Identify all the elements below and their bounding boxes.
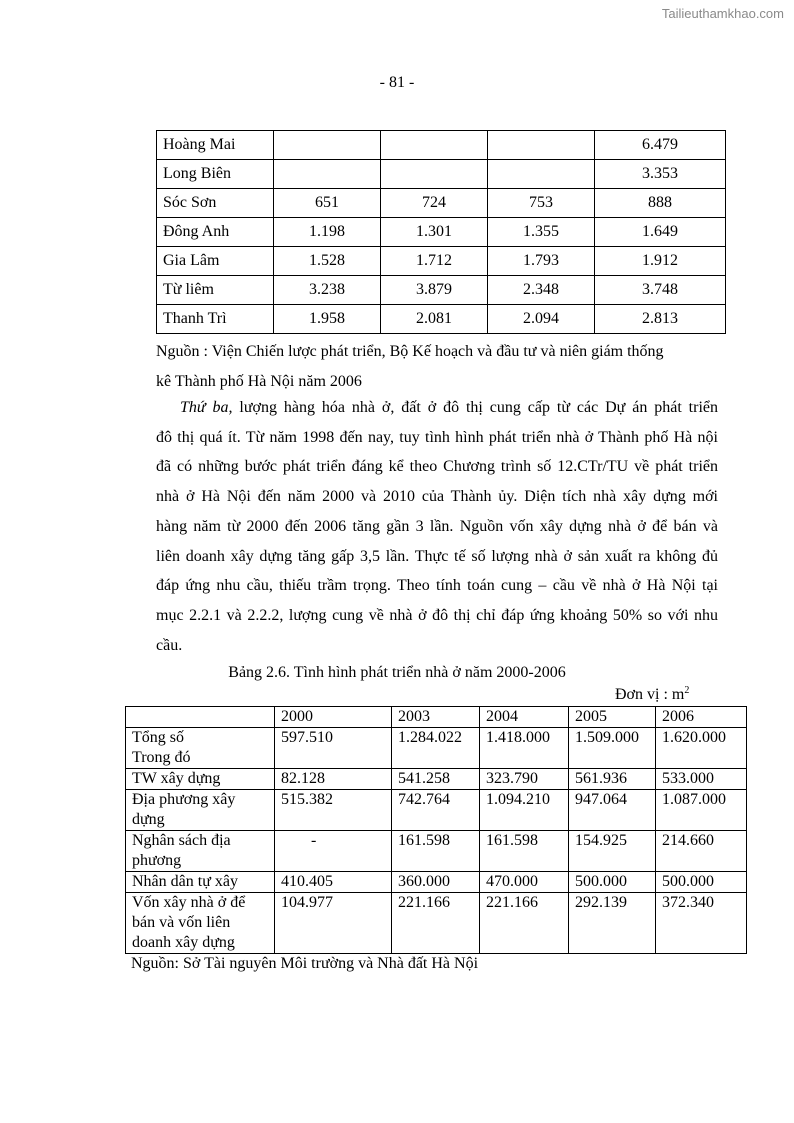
row-label-cell: Nhân dân tự xây bbox=[126, 872, 275, 893]
value-cell: 3.748 bbox=[595, 276, 726, 305]
source-note-2: Nguồn: Sở Tài nguyên Môi trường và Nhà đất Hà Nội bbox=[131, 955, 479, 972]
value-cell: 500.000 bbox=[656, 872, 747, 893]
value-cell: 888 bbox=[595, 189, 726, 218]
column-header: 2004 bbox=[480, 707, 569, 728]
district-name-cell: Từ liêm bbox=[157, 276, 274, 305]
row-label-cell: Tổng số Trong đó bbox=[126, 728, 275, 769]
unit-superscript: 2 bbox=[684, 685, 690, 696]
table-row bbox=[157, 131, 726, 160]
paragraph-line-1-rest: lượng hàng hóa nhà ở, đất ở đô thị cung cấp từ các Dự án phát triển bbox=[232, 399, 718, 416]
value-cell: 1.301 bbox=[381, 218, 488, 247]
value-cell: 947.064 bbox=[569, 790, 656, 831]
value-cell: 1.355 bbox=[488, 218, 595, 247]
district-name-cell: Đông Anh bbox=[157, 218, 274, 247]
value-cell: 1.509.000 bbox=[569, 728, 656, 769]
value-cell: 753 bbox=[488, 189, 595, 218]
table-row bbox=[157, 218, 726, 247]
table-row bbox=[157, 247, 726, 276]
value-cell: 323.790 bbox=[480, 769, 569, 790]
value-cell: 533.000 bbox=[656, 769, 747, 790]
column-header: 2006 bbox=[656, 707, 747, 728]
value-cell: 2.094 bbox=[488, 305, 595, 334]
paragraph-line: đáp ứng nhu cầu, thiếu trầm trọng. Theo tính toán cung – cầu về nhà ở Hà Nội tại bbox=[156, 577, 718, 595]
value-cell: 2.348 bbox=[488, 276, 595, 305]
unit-label bbox=[615, 685, 689, 704]
housing-development-table bbox=[125, 706, 747, 954]
value-cell bbox=[488, 160, 595, 189]
district-name-cell: Long Biên bbox=[157, 160, 274, 189]
column-header bbox=[126, 707, 275, 728]
paragraph-line: liên doanh xây dựng tăng gấp 3,5 lần. Thực tế số lượng nhà ở sản xuất ra không đủ bbox=[156, 547, 718, 565]
value-cell: 1.198 bbox=[274, 218, 381, 247]
value-cell: 161.598 bbox=[392, 831, 480, 872]
value-cell: 3.238 bbox=[274, 276, 381, 305]
value-cell bbox=[381, 160, 488, 189]
value-cell: 724 bbox=[381, 189, 488, 218]
value-cell: 470.000 bbox=[480, 872, 569, 893]
value-cell: 500.000 bbox=[569, 872, 656, 893]
table-row bbox=[126, 728, 747, 769]
value-cell: 1.284.022 bbox=[392, 728, 480, 769]
value-cell bbox=[488, 131, 595, 160]
table-row bbox=[157, 189, 726, 218]
value-cell: 6.479 bbox=[595, 131, 726, 160]
paragraph-line: hàng năm từ 2000 đến 2006 tăng gần 3 lần. Nguồn vốn xây dựng nhà ở để bán và bbox=[156, 517, 718, 535]
source-note-1 bbox=[156, 337, 726, 396]
value-cell: 1.620.000 bbox=[656, 728, 747, 769]
value-cell bbox=[274, 131, 381, 160]
row-label-cell: Nghân sách địa phương bbox=[126, 831, 275, 872]
row-label-cell: Vốn xây nhà ở để bán và vốn liên doanh xây dựng bbox=[126, 893, 275, 954]
table-row bbox=[126, 790, 747, 831]
value-cell: 1.087.000 bbox=[656, 790, 747, 831]
value-cell: 541.258 bbox=[392, 769, 480, 790]
paragraph-line: đô thị quá ít. Từ năm 1998 đến nay, tuy tình hình phát triển nhà ở Thành phố Hà nội bbox=[156, 428, 718, 446]
table-row bbox=[126, 893, 747, 954]
district-name-cell: Thanh Trì bbox=[157, 305, 274, 334]
table-row bbox=[157, 160, 726, 189]
source-note-1-line1: Nguồn : Viện Chiến lược phát triển, Bộ Kế hoạch và đầu tư và niên giám thống bbox=[156, 343, 664, 360]
district-name-cell: Hoàng Mai bbox=[157, 131, 274, 160]
value-cell: 410.405 bbox=[275, 872, 392, 893]
value-cell: 214.660 bbox=[656, 831, 747, 872]
value-cell: 82.128 bbox=[275, 769, 392, 790]
value-cell: 292.139 bbox=[569, 893, 656, 954]
value-cell: 1.649 bbox=[595, 218, 726, 247]
value-cell: 1.094.210 bbox=[480, 790, 569, 831]
value-cell bbox=[274, 160, 381, 189]
page-number: - 81 - bbox=[379, 74, 415, 91]
district-name-cell: Sóc Sơn bbox=[157, 189, 274, 218]
value-cell: 104.977 bbox=[275, 893, 392, 954]
value-cell: 2.081 bbox=[381, 305, 488, 334]
column-header: 2003 bbox=[392, 707, 480, 728]
value-cell: 742.764 bbox=[392, 790, 480, 831]
value-cell: 1.418.000 bbox=[480, 728, 569, 769]
value-cell: 561.936 bbox=[569, 769, 656, 790]
value-cell: 1.528 bbox=[274, 247, 381, 276]
table-row bbox=[126, 769, 747, 790]
row-label-cell: Địa phương xây dựng bbox=[126, 790, 275, 831]
header-row bbox=[126, 707, 747, 728]
table-row bbox=[157, 276, 726, 305]
value-cell: 515.382 bbox=[275, 790, 392, 831]
value-cell: 161.598 bbox=[480, 831, 569, 872]
district-name-cell: Gia Lâm bbox=[157, 247, 274, 276]
paragraph-line bbox=[156, 393, 718, 423]
value-cell: 1.958 bbox=[274, 305, 381, 334]
value-cell: 651 bbox=[274, 189, 381, 218]
value-cell: 221.166 bbox=[392, 893, 480, 954]
watermark: Tailieuthamkhao.com bbox=[661, 6, 784, 21]
value-cell: 3.353 bbox=[595, 160, 726, 189]
table-row bbox=[126, 872, 747, 893]
value-cell: - bbox=[275, 831, 392, 872]
value-cell: 221.166 bbox=[480, 893, 569, 954]
source-note-1-line2: kê Thành phố Hà Nội năm 2006 bbox=[156, 372, 362, 390]
unit-text: Đơn vị : m bbox=[615, 686, 685, 703]
paragraph-lead: Thứ ba, bbox=[180, 399, 233, 416]
value-cell: 2.813 bbox=[595, 305, 726, 334]
value-cell bbox=[381, 131, 488, 160]
value-cell: 1.912 bbox=[595, 247, 726, 276]
value-cell: 3.879 bbox=[381, 276, 488, 305]
table-caption: Bảng 2.6. Tình hình phát triển nhà ở năm 2000-2006 bbox=[228, 664, 566, 681]
value-cell: 154.925 bbox=[569, 831, 656, 872]
value-cell: 1.793 bbox=[488, 247, 595, 276]
row-label-cell: TW xây dựng bbox=[126, 769, 275, 790]
body-paragraph bbox=[156, 393, 718, 660]
paragraph-line: nhà ở Hà Nội đến năm 2000 và 2010 của Thành ủy. Diện tích nhà xây dựng mới bbox=[156, 488, 718, 506]
paragraph-line: mục 2.2.1 và 2.2.2, lượng cung về nhà ở đô thị chỉ đáp ứng khoảng 50% so với nhu bbox=[156, 606, 718, 624]
column-header: 2000 bbox=[275, 707, 392, 728]
paragraph-line: cầu. bbox=[156, 636, 183, 654]
table-row bbox=[126, 831, 747, 872]
table-row bbox=[157, 305, 726, 334]
column-header: 2005 bbox=[569, 707, 656, 728]
paragraph-line: đã có những bước phát triển đáng kể theo Chương trình số 12.CTr/TU về phát triển bbox=[156, 458, 718, 476]
value-cell: 597.510 bbox=[275, 728, 392, 769]
value-cell: 1.712 bbox=[381, 247, 488, 276]
value-cell: 360.000 bbox=[392, 872, 480, 893]
value-cell: 372.340 bbox=[656, 893, 747, 954]
district-table bbox=[156, 130, 726, 334]
